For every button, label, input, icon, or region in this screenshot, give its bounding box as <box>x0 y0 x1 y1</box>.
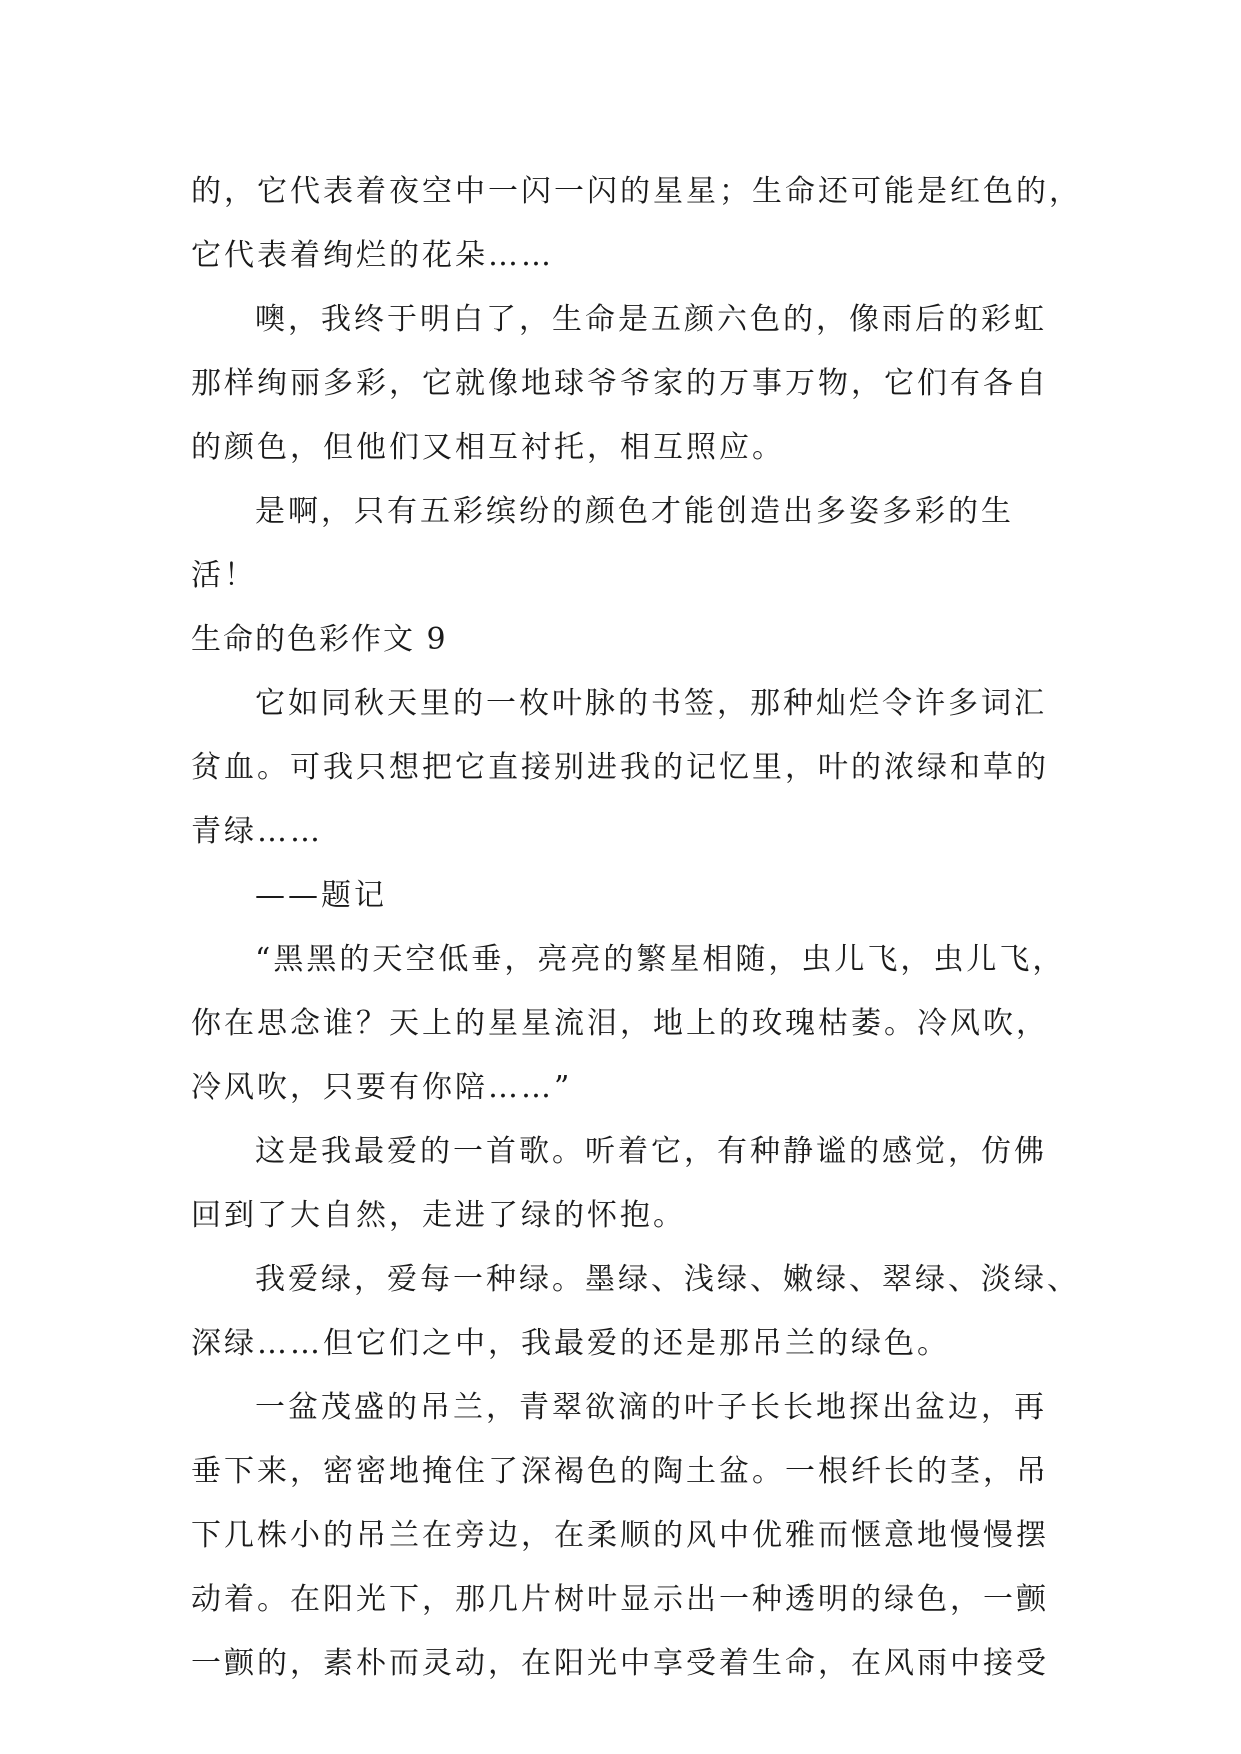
text-line: 这是我最爱的一首歌。听着它，有种静谧的感觉，仿佛 <box>255 1134 1047 1169</box>
text-line: 冷风吹，只要有你陪……” <box>191 1070 573 1105</box>
text-line: 的，它代表着夜空中一闪一闪的星星；生命还可能是红色的， <box>191 174 1082 209</box>
text-line: 一颤的，素朴而灵动，在阳光中享受着生命，在风雨中接受 <box>191 1646 1049 1681</box>
text-line: 你在思念谁？天上的星星流泪，地上的玫瑰枯萎。冷风吹， <box>191 1006 1049 1041</box>
text-line: 回到了大自然，走进了绿的怀抱。 <box>191 1198 686 1233</box>
section-heading: 生命的色彩作文 9 <box>191 622 448 657</box>
text-line: 青绿…… <box>191 814 323 849</box>
text-line: 垂下来，密密地掩住了深褐色的陶土盆。一根纤长的茎，吊 <box>191 1454 1049 1489</box>
text-line: 活！ <box>191 558 257 593</box>
text-line: 的颜色，但他们又相互衬托，相互照应。 <box>191 430 785 465</box>
text-line: 噢，我终于明白了，生命是五颜六色的，像雨后的彩虹 <box>255 302 1047 337</box>
text-line: 那样绚丽多彩，它就像地球爷爷家的万事万物，它们有各自 <box>191 366 1049 401</box>
text-line: ——题记 <box>255 878 387 913</box>
text-line: 它代表着绚烂的花朵…… <box>191 238 554 273</box>
document-body <box>191 160 1082 1696</box>
text-line: 下几株小的吊兰在旁边，在柔顺的风中优雅而惬意地慢慢摆 <box>191 1518 1049 1553</box>
text-line: 一盆茂盛的吊兰，青翠欲滴的叶子长长地探出盆边，再 <box>255 1390 1047 1425</box>
text-line: 动着。在阳光下，那几片树叶显示出一种透明的绿色，一颤 <box>191 1582 1049 1617</box>
text-line: 它如同秋天里的一枚叶脉的书签，那种灿烂令许多词汇 <box>255 686 1047 721</box>
text-line: 是啊，只有五彩缤纷的颜色才能创造出多姿多彩的生 <box>255 494 1014 529</box>
text-line: 我爱绿，爱每一种绿。墨绿、浅绿、嫩绿、翠绿、淡绿、 <box>255 1262 1080 1297</box>
text-line: “黑黑的天空低垂，亮亮的繁星相随，虫儿飞，虫儿飞， <box>255 942 1066 977</box>
text-line: 贫血。可我只想把它直接别进我的记忆里，叶的浓绿和草的 <box>191 750 1049 785</box>
text-line: 深绿……但它们之中，我最爱的还是那吊兰的绿色。 <box>191 1326 950 1361</box>
